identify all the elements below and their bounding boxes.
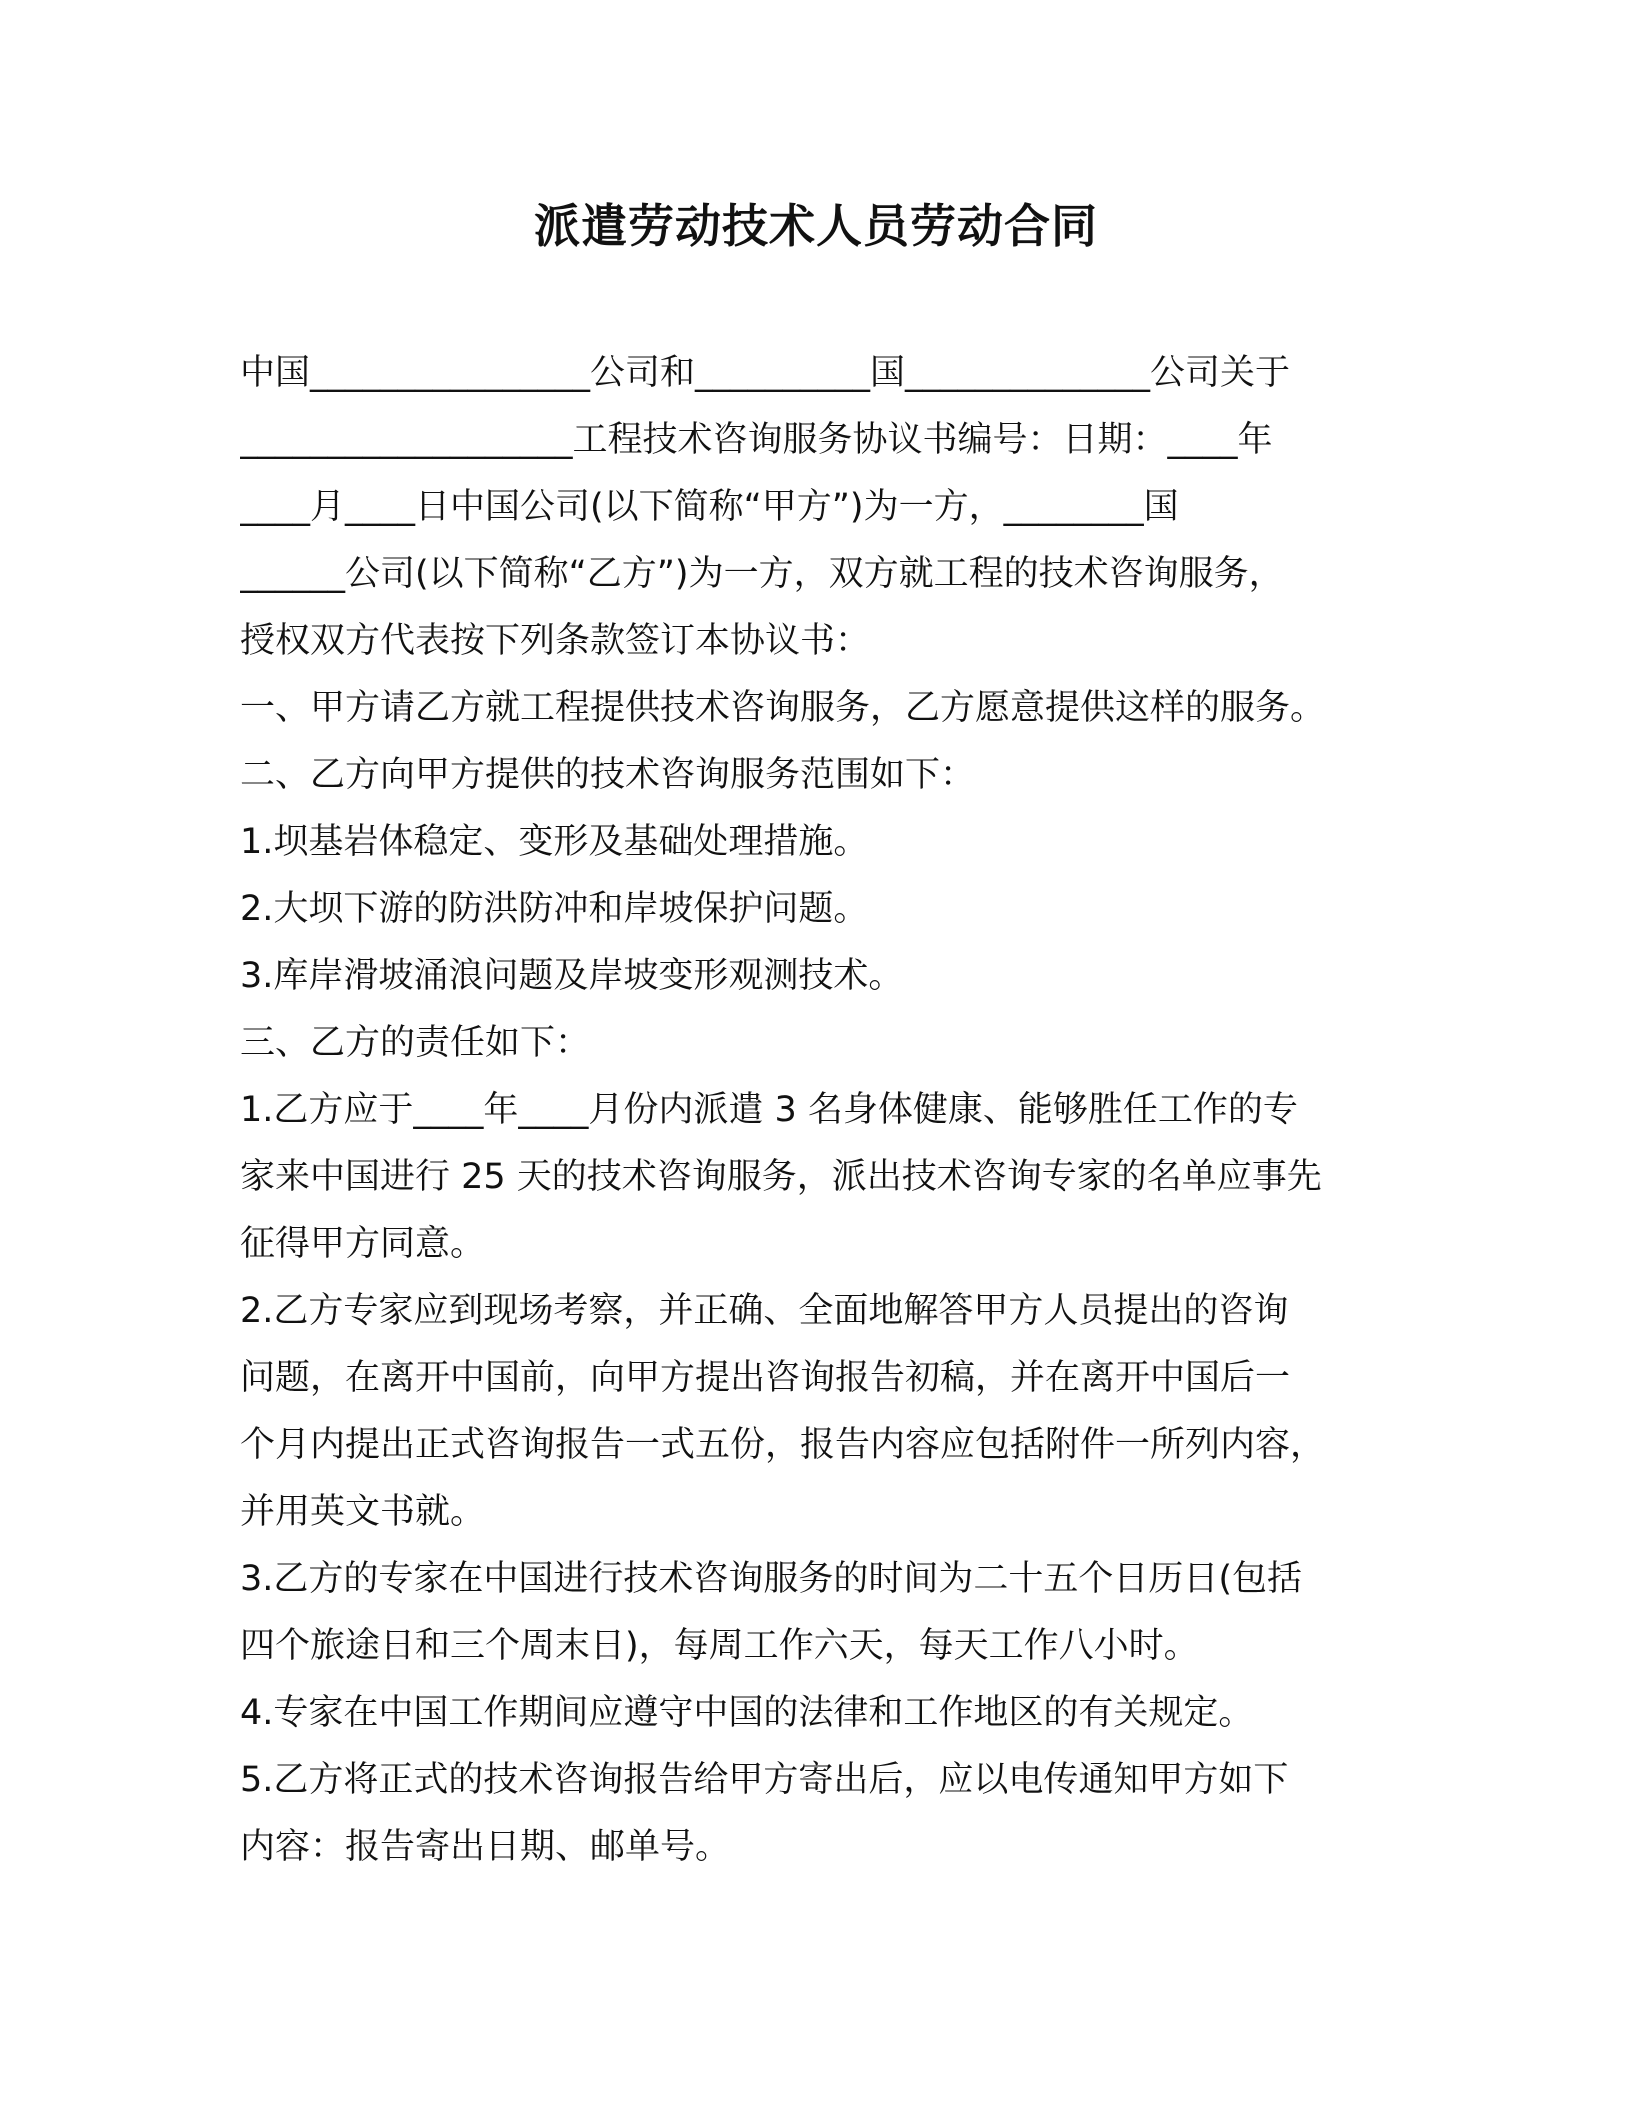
text-line: 3.库岸滑坡涌浪问题及岸坡变形观测技术。 [240,956,904,996]
text-line: 3.乙方的专家在中国进行技术咨询服务的时间为二十五个日历日(包括 [240,1559,1303,1599]
text-line: 5.乙方将正式的技术咨询报告给甲方寄出后，应以电传通知甲方如下 [240,1760,1289,1800]
text-line: ___________________工程技术咨询服务协议书编号：日期：____年 [240,420,1273,460]
text-line: 四个旅途日和三个周末日)，每周工作六天，每天工作八小时。 [240,1626,1199,1666]
text-line: 授权双方代表按下列条款签订本协议书： [240,621,871,661]
text-line: ______公司(以下简称“乙方”)为一方，双方就工程的技术咨询服务， [240,554,1284,594]
text-line: ____月____日中国公司(以下简称“甲方”)为一方，________国 [240,487,1179,527]
text-line: 家来中国进行 25 天的技术咨询服务，派出技术咨询专家的名单应事先 [240,1157,1322,1197]
text-line: 二、乙方向甲方提供的技术咨询服务范围如下： [240,755,976,795]
text-line: 中国________________公司和__________国______________公司关于 [240,353,1291,393]
text-line: 三、乙方的责任如下： [240,1023,591,1063]
text-line: 并用英文书就。 [240,1492,486,1532]
text-line: 一、甲方请乙方就工程提供技术咨询服务，乙方愿意提供这样的服务。 [240,688,1326,728]
text-line: 内容：报告寄出日期、邮单号。 [240,1827,731,1867]
text-line: 征得甲方同意。 [240,1224,486,1264]
text-line: 问题，在离开中国前，向甲方提出咨询报告初稿，并在离开中国后一 [240,1358,1291,1398]
document-title: 派遣劳动技术人员劳动合同 [534,199,1098,253]
text-line: 2.大坝下游的防洪防冲和岸坡保护问题。 [240,889,869,929]
text-line: 2.乙方专家应到现场考察，并正确、全面地解答甲方人员提出的咨询 [240,1291,1289,1331]
text-line: 4.专家在中国工作期间应遵守中国的法律和工作地区的有关规定。 [240,1693,1254,1733]
text-line: 个月内提出正式咨询报告一式五份，报告内容应包括附件一所列内容， [240,1425,1326,1465]
text-line: 1.坝基岩体稳定、变形及基础处理措施。 [240,822,869,862]
document-body [240,340,1400,1881]
text-line: 1.乙方应于____年____月份内派遣 3 名身体健康、能够胜任工作的专 [240,1090,1298,1130]
